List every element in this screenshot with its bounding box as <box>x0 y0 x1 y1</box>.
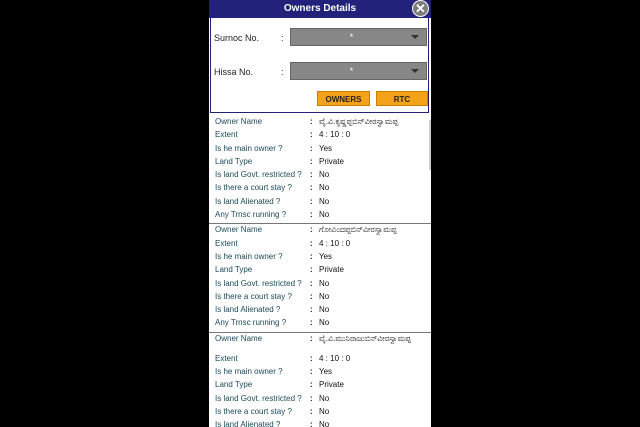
detail-value: No <box>319 278 330 288</box>
detail-colon: : <box>310 367 313 377</box>
detail-label: Is land Alienated ? <box>215 305 281 315</box>
detail-colon: : <box>310 117 313 126</box>
surnoc-dropdown[interactable] <box>290 28 427 46</box>
detail-colon: : <box>310 406 313 416</box>
detail-row <box>209 333 431 353</box>
scrollbar[interactable] <box>429 120 431 170</box>
detail-colon: : <box>310 380 313 390</box>
surnoc-label: Surnoc No. <box>214 33 260 43</box>
detail-colon: : <box>310 210 313 220</box>
detail-value: No <box>319 170 330 180</box>
detail-value: Yes <box>319 367 333 377</box>
detail-colon: : <box>310 170 313 180</box>
chevron-down-icon <box>411 69 419 73</box>
detail-row <box>209 238 431 251</box>
detail-label: Owner Name <box>215 117 263 126</box>
detail-colon: : <box>310 238 313 248</box>
detail-row <box>209 291 431 304</box>
detail-label: Extent <box>215 130 238 140</box>
detail-value: Private <box>319 380 344 390</box>
detail-row <box>209 143 431 156</box>
detail-colon: : <box>310 183 313 193</box>
detail-row <box>209 304 431 317</box>
detail-value: No <box>319 183 330 193</box>
filter-panel <box>210 18 429 113</box>
detail-label: Is land Govt. restricted ? <box>215 278 302 288</box>
detail-label: Owner Name <box>215 333 263 343</box>
detail-label: Land Type <box>215 380 253 390</box>
owner-record <box>209 116 431 224</box>
page-title: Owners Details <box>283 3 357 14</box>
surnoc-selected-value: * <box>349 32 354 42</box>
detail-value: Private <box>319 156 344 166</box>
detail-row <box>209 278 431 291</box>
detail-colon: : <box>310 333 313 343</box>
chevron-down-icon <box>411 35 419 39</box>
detail-colon: : <box>310 291 313 301</box>
detail-row <box>209 353 431 366</box>
detail-label: Is land Alienated ? <box>215 196 281 206</box>
detail-colon: : <box>310 251 313 261</box>
detail-colon: : <box>310 265 313 275</box>
detail-value: 4 : 10 : 0 <box>319 130 351 140</box>
detail-label: Is there a court stay ? <box>215 291 292 301</box>
detail-label: Any Trnsc running ? <box>215 318 287 328</box>
detail-value: ಗೋವಿಂದಪ್ಪಬಿನ್‌ವೀರಸ್ವಾಮಪ್ಪ <box>319 225 397 235</box>
detail-label: Is there a court stay ? <box>215 406 292 416</box>
hissa-colon: : <box>281 67 284 77</box>
close-button[interactable] <box>412 0 429 17</box>
detail-row <box>209 156 431 169</box>
detail-row <box>209 264 431 277</box>
detail-label: Any Trnsc running ? <box>215 210 287 220</box>
detail-colon: : <box>310 420 313 427</box>
detail-row <box>209 116 431 129</box>
detail-value: 4 : 10 : 0 <box>319 353 351 363</box>
detail-row <box>209 393 431 406</box>
detail-value: No <box>319 420 330 427</box>
detail-colon: : <box>310 318 313 328</box>
detail-value: Private <box>319 265 344 275</box>
detail-label: Extent <box>215 353 238 363</box>
detail-value: 4 : 10 : 0 <box>319 238 351 248</box>
close-icon: ✕ <box>415 1 426 16</box>
detail-value: Yes <box>319 251 333 261</box>
detail-label: Land Type <box>215 265 253 275</box>
detail-label: Is land Govt. restricted ? <box>215 170 302 180</box>
detail-value: No <box>319 196 330 206</box>
detail-value: ವೈ.ವಿ.ಮುನಿರಾಜುಬಿನ್‌ವೀರಸ್ವಾಮಪ್ಪ <box>319 333 411 343</box>
detail-row <box>209 169 431 182</box>
detail-label: Is land Govt. restricted ? <box>215 393 302 403</box>
detail-label: Is land Alienated ? <box>215 420 281 427</box>
detail-colon: : <box>310 353 313 363</box>
detail-label: Extent <box>215 238 238 248</box>
owners-button[interactable]: OWNERS <box>317 91 370 106</box>
hissa-selected-value: * <box>349 66 354 76</box>
detail-row <box>209 224 431 237</box>
detail-row <box>209 419 431 427</box>
detail-row <box>209 366 431 379</box>
detail-label: Owner Name <box>215 225 263 235</box>
detail-value: No <box>319 291 330 301</box>
detail-label: Land Type <box>215 156 253 166</box>
hissa-label: Hissa No. <box>214 67 254 77</box>
detail-value: No <box>319 406 330 416</box>
owner-records-list <box>209 116 431 427</box>
detail-value: No <box>319 305 330 315</box>
detail-colon: : <box>310 196 313 206</box>
owners-details-screen <box>209 0 431 427</box>
detail-row <box>209 406 431 419</box>
detail-value: No <box>319 210 330 220</box>
detail-value: No <box>319 393 330 403</box>
owner-record <box>209 333 431 427</box>
detail-colon: : <box>310 143 313 153</box>
detail-row <box>209 379 431 392</box>
detail-row <box>209 182 431 195</box>
owner-record <box>209 224 431 332</box>
detail-value: No <box>319 318 330 328</box>
detail-label: Is there a court stay ? <box>215 183 292 193</box>
detail-colon: : <box>310 156 313 166</box>
detail-colon: : <box>310 278 313 288</box>
rtc-button[interactable]: RTC <box>376 91 428 106</box>
detail-colon: : <box>310 393 313 403</box>
detail-row <box>209 209 431 222</box>
detail-label: Is he main owner ? <box>215 367 283 377</box>
surnoc-colon: : <box>281 33 284 43</box>
detail-label: Is he main owner ? <box>215 251 283 261</box>
hissa-dropdown[interactable] <box>290 62 427 80</box>
detail-colon: : <box>310 225 313 235</box>
title-bar <box>209 0 431 18</box>
detail-label: Is he main owner ? <box>215 143 283 153</box>
detail-colon: : <box>310 305 313 315</box>
detail-value: Yes <box>319 143 333 153</box>
detail-value: ವೈ.ವಿ.ಕೃಷ್ಣಪ್ಪಬಿನ್‌ವೀರಸ್ವಾಮಪ್ಪ <box>319 117 399 126</box>
detail-colon: : <box>310 130 313 140</box>
detail-row <box>209 317 431 330</box>
detail-row <box>209 196 431 209</box>
detail-row <box>209 129 431 142</box>
detail-row <box>209 251 431 264</box>
